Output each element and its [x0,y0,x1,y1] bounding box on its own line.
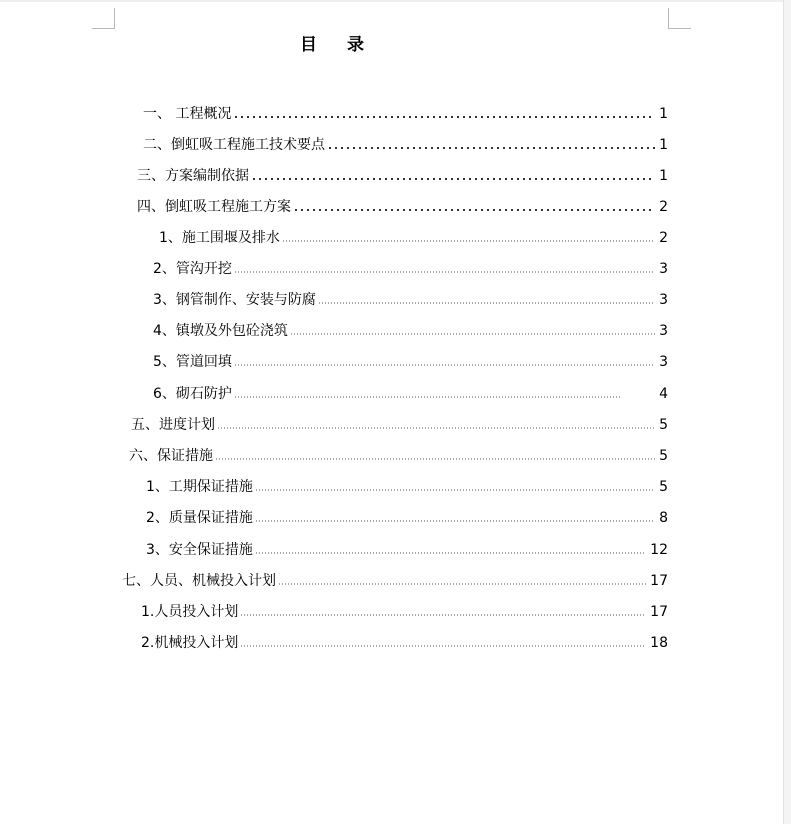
toc-entry-page: 5 [659,479,668,495]
toc-entry-page: 5 [659,448,668,464]
toc-leader-dots [255,519,655,523]
margin-corner-mark-left [92,8,115,29]
toc-leader-dots [293,208,655,212]
toc-entry-label: 1、工期保证措施 [146,479,253,495]
toc-leader-dots [251,177,655,181]
toc-entry-page: 8 [659,510,668,526]
toc-leader-dots [290,332,655,336]
toc-entry[interactable] [143,103,668,123]
toc-leader-dots [327,146,655,150]
toc-entry[interactable] [143,134,668,154]
toc-entry[interactable] [146,507,668,527]
toc-entry-label: 六、保证措施 [129,448,213,464]
toc-entry-page: 3 [659,292,668,308]
toc-title [300,30,364,55]
toc-entry[interactable] [146,476,668,496]
toc-leader-dots [234,363,655,367]
toc-entry[interactable] [122,570,668,590]
toc-entry[interactable] [137,196,668,216]
toc-entry-label: 1、施工围堰及排水 [159,230,280,246]
toc-entry-page: 2 [659,199,668,215]
toc-entry-label: 2、质量保证措施 [146,510,253,526]
toc-entry[interactable] [159,227,668,247]
toc-leader-dots [234,270,655,274]
toc-leader-dots [233,115,655,119]
toc-entry-label: 二、倒虹吸工程施工技术要点 [143,137,325,153]
toc-entry-page: 1 [659,137,668,153]
toc-entry[interactable] [153,320,668,340]
toc-entry-label: 2、管沟开挖 [153,261,232,277]
toc-entry-page: 5 [659,417,668,433]
toc-title-right-char: 录 [347,35,364,55]
toc-leader-dots [217,426,655,430]
toc-entry[interactable] [146,539,668,559]
toc-entry-label: 2.机械投入计划 [141,635,239,651]
toc-leader-dots [240,613,646,617]
toc-leader-dots [255,551,646,555]
toc-entry-label: 3、安全保证措施 [146,542,253,558]
toc-entry[interactable] [129,445,668,465]
toc-entry-label: 四、倒虹吸工程施工方案 [137,199,291,215]
toc-entry-label: 一、 工程概况 [143,106,232,122]
page-top-edge [0,0,783,2]
toc-entry-page: 17 [650,573,668,589]
toc-leader-dots [278,582,646,586]
toc-entry-label: 3、钢管制作、安装与防腐 [153,292,316,308]
toc-entry[interactable] [131,414,668,434]
toc-entry-page: 1 [659,168,668,184]
toc-leader-dots [215,457,655,461]
toc-entry-label: 1.人员投入计划 [141,604,239,620]
page-right-edge [783,0,791,824]
toc-leader-dots [282,239,655,243]
toc-entry[interactable] [153,258,668,278]
toc-entry-label: 4、镇墩及外包砼浇筑 [153,323,288,339]
toc-entry-label: 五、进度计划 [131,417,215,433]
toc-entry[interactable] [153,383,668,403]
toc-entry-page: 2 [659,230,668,246]
toc-entry-label: 三、方案编制依据 [137,168,249,184]
toc-entry-label: 5、管道回填 [153,354,232,370]
toc-entry-page: 3 [659,261,668,277]
toc-entry-label: 6、砌石防护 [153,386,232,402]
toc-leader-dots [240,644,646,648]
toc-title-left-char: 目 [300,35,317,55]
toc-leader-dots [318,301,655,305]
toc-entry[interactable] [153,351,668,371]
margin-corner-mark-right [668,8,691,29]
toc-entry-page: 4 [659,386,668,402]
toc-entry[interactable] [141,601,668,621]
toc-entry-label: 七、人员、机械投入计划 [122,573,276,589]
toc-entry-page: 1 [659,106,668,122]
toc-entry-page: 18 [650,635,668,651]
toc-leader-dots [234,395,622,399]
toc-entry[interactable] [153,289,668,309]
toc-entry-page: 12 [650,542,668,558]
toc-entry-page: 17 [650,604,668,620]
toc-leader-dots [255,488,655,492]
toc-entry[interactable] [141,632,668,652]
toc-entry-page: 3 [659,323,668,339]
toc-entry-page: 3 [659,354,668,370]
toc-entry[interactable] [137,165,668,185]
